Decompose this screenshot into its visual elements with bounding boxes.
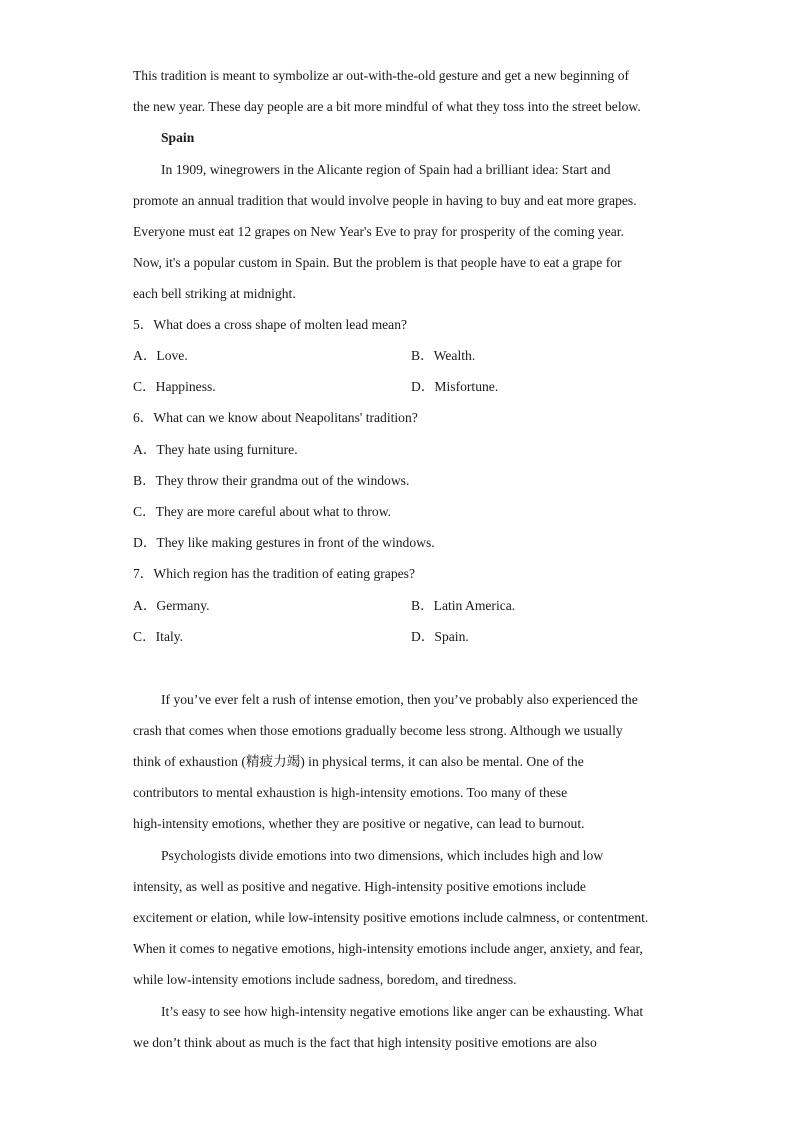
question-7-option-d: D．Spain. [411, 629, 469, 644]
section-heading-spain: Spain [161, 130, 195, 145]
spain-line: In 1909, winegrowers in the Alicante region of Spain had a brilliant idea: Start and [161, 162, 611, 177]
question-5-option-d: D．Misfortune. [411, 379, 499, 394]
question-5-option-a: A．Love. [133, 348, 188, 363]
question-6-option-c: C．They are more careful about what to throw. [133, 504, 392, 519]
question-5-option-c: C．Happiness. [133, 379, 216, 394]
question-5-option-b: B．Wealth. [411, 348, 476, 363]
question-6-option-a: A．They hate using furniture. [133, 442, 298, 457]
passage-line: excitement or elation, while low-intensity positive emotions include calmness, or contentment. [133, 910, 649, 925]
spain-line: Everyone must eat 12 grapes on New Year's Eve to pray for prosperity of the coming year. [133, 224, 624, 239]
intro-line: This tradition is meant to symbolize ar out-with-the-old gesture and get a new beginning of [133, 68, 630, 83]
intro-line: the new year. These day people are a bit more mindful of what they toss into the street below. [133, 99, 641, 114]
question-5-stem: 5．What does a cross shape of molten lead mean? [133, 317, 408, 332]
passage-line: think of exhaustion (精疲力竭) in physical terms, it can also be mental. One of the [133, 754, 584, 769]
spain-line: promote an annual tradition that would involve people in having to buy and eat more grapes. [133, 193, 637, 208]
passage-line: high-intensity emotions, whether they are positive or negative, can lead to burnout. [133, 816, 585, 831]
spain-line: each bell striking at midnight. [133, 286, 296, 301]
passage-line: intensity, as well as positive and negative. High-intensity positive emotions include [133, 879, 586, 894]
passage-line: It’s easy to see how high-intensity negative emotions like anger can be exhausting. What [161, 1004, 644, 1019]
question-7-option-c: C．Italy. [133, 629, 184, 644]
question-6-stem: 6．What can we know about Neapolitans' tradition? [133, 410, 418, 425]
passage-line: If you’ve ever felt a rush of intense emotion, then you’ve probably also experienced the [161, 692, 638, 707]
question-7-option-a: A．Germany. [133, 598, 210, 613]
question-7-stem: 7．Which region has the tradition of eating grapes? [133, 566, 415, 581]
spain-line: Now, it's a popular custom in Spain. But the problem is that people have to eat a grape for [133, 255, 622, 270]
passage-line: crash that comes when those emotions gradually become less strong. Although we usually [133, 723, 623, 738]
passage-line: while low-intensity emotions include sadness, boredom, and tiredness. [133, 972, 517, 987]
passage-line: Psychologists divide emotions into two dimensions, which includes high and low [161, 848, 604, 863]
passage-line: When it comes to negative emotions, high-intensity emotions include anger, anxiety, and fear, [133, 941, 643, 956]
question-6-option-d: D．They like making gestures in front of the windows. [133, 535, 435, 550]
passage-line: contributors to mental exhaustion is high-intensity emotions. Too many of these [133, 785, 568, 800]
passage-line: we don’t think about as much is the fact that high intensity positive emotions are also [133, 1035, 597, 1050]
question-7-option-b: B．Latin America. [411, 598, 516, 613]
question-6-option-b: B．They throw their grandma out of the windows. [133, 473, 410, 488]
